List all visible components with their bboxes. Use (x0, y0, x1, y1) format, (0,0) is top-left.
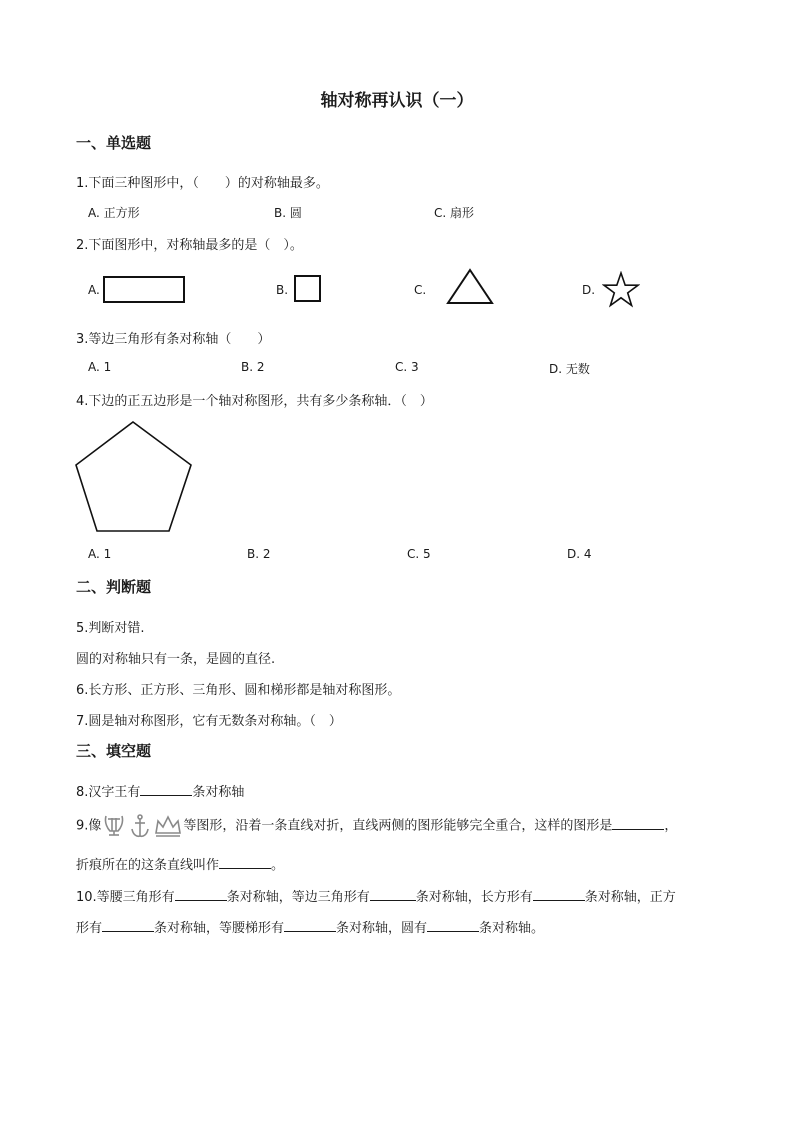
answer-blank[interactable] (175, 888, 227, 901)
answer-blank[interactable] (140, 783, 192, 796)
question-1-stem: 1.下面三种图形中，（ ）的对称轴最多。 (76, 176, 329, 191)
question-2-option-d[interactable]: D. (582, 283, 596, 297)
question-10-text: 条对称轴，等边三角形有 (226, 890, 370, 905)
question-4-option-a[interactable]: A. 1 (88, 547, 112, 561)
lyre-icon (106, 816, 123, 835)
rectangle-figure (103, 276, 185, 304)
question-4-option-b[interactable]: B. 2 (247, 547, 271, 561)
crown-icon (156, 817, 180, 836)
question-3-option-d[interactable]: D. 无数 (549, 362, 590, 376)
question-9-line2-end: 。 (271, 858, 285, 873)
question-10-text: 条对称轴，正方 (584, 890, 676, 905)
question-8-pre: 8.汉字王有 (76, 785, 141, 800)
answer-blank[interactable] (370, 888, 416, 901)
question-10-line-2 (76, 917, 544, 936)
question-10-text: 条对称轴，圆有 (336, 921, 428, 936)
section-heading-single-choice: 一、单选题 (76, 134, 152, 152)
question-9-pre: 9.像 (76, 818, 102, 834)
answer-blank[interactable] (612, 817, 664, 830)
question-10-text: 条对称轴，等腰梯形有 (154, 921, 285, 936)
question-2-stem: 2.下面图形中，对称轴最多的是（ ）。 (76, 238, 303, 253)
answer-blank[interactable] (284, 919, 336, 932)
question-4-option-d[interactable]: D. 4 (567, 547, 592, 561)
question-1-option-a[interactable]: A. 正方形 (88, 206, 140, 220)
question-10-line-1 (76, 886, 676, 905)
question-7-stem: 7.圆是轴对称图形，它有无数条对称轴。（ ） (76, 714, 342, 729)
question-5-line-2: 圆的对称轴只有一条，是圆的直径. (76, 652, 276, 667)
star-figure (602, 271, 640, 309)
question-10-text: 10.等腰三角形有 (76, 890, 175, 905)
question-2-option-a[interactable]: A. (88, 283, 100, 297)
page-title: 轴对称再认识（一） (320, 91, 474, 111)
answer-blank[interactable] (533, 888, 585, 901)
question-3-option-a[interactable]: A. 1 (88, 360, 112, 374)
section-heading-true-false: 二、判断题 (76, 578, 152, 596)
question-2-option-c[interactable]: C. (414, 283, 427, 297)
triangle-figure (446, 268, 494, 306)
question-9-line-1 (76, 813, 677, 839)
answer-blank[interactable] (219, 856, 271, 869)
question-6-stem: 6.长方形、正方形、三角形、圆和梯形都是轴对称图形。 (76, 683, 401, 698)
symmetric-pictures (102, 813, 182, 839)
question-10-text: 形有 (76, 921, 103, 936)
question-1-option-c[interactable]: C. 扇形 (434, 206, 475, 220)
question-3-option-c[interactable]: C. 3 (395, 360, 419, 374)
question-8-post: 条对称轴 (192, 785, 245, 800)
question-10-text: 条对称轴。 (479, 921, 545, 936)
answer-blank[interactable] (427, 919, 479, 932)
question-9-line-2 (76, 854, 284, 873)
section-heading-fill-blank: 三、填空题 (76, 742, 152, 760)
question-9-line2-pre: 折痕所在的这条直线叫作 (76, 858, 220, 873)
question-9-mid: 等图形，沿着一条直线对折，直线两侧的图形能够完全重合，这样的图形是 (183, 818, 613, 834)
question-9-end: ， (664, 818, 678, 834)
square-figure (294, 275, 322, 303)
question-3-option-b[interactable]: B. 2 (241, 360, 265, 374)
question-10-text: 条对称轴，长方形有 (415, 890, 533, 905)
question-3-stem: 3.等边三角形有条对称轴（ ） (76, 332, 271, 347)
question-8 (76, 781, 244, 800)
pentagon-figure (74, 420, 194, 534)
question-1-option-b[interactable]: B. 圆 (274, 206, 302, 220)
question-2-option-b[interactable]: B. (276, 283, 289, 297)
question-5-line-1: 5.判断对错. (76, 621, 145, 636)
question-4-option-c[interactable]: C. 5 (407, 547, 431, 561)
question-4-stem: 4.下边的正五边形是一个轴对称图形，共有多少条称轴．（ ） (76, 394, 433, 409)
anchor-icon (132, 815, 148, 836)
answer-blank[interactable] (102, 919, 154, 932)
